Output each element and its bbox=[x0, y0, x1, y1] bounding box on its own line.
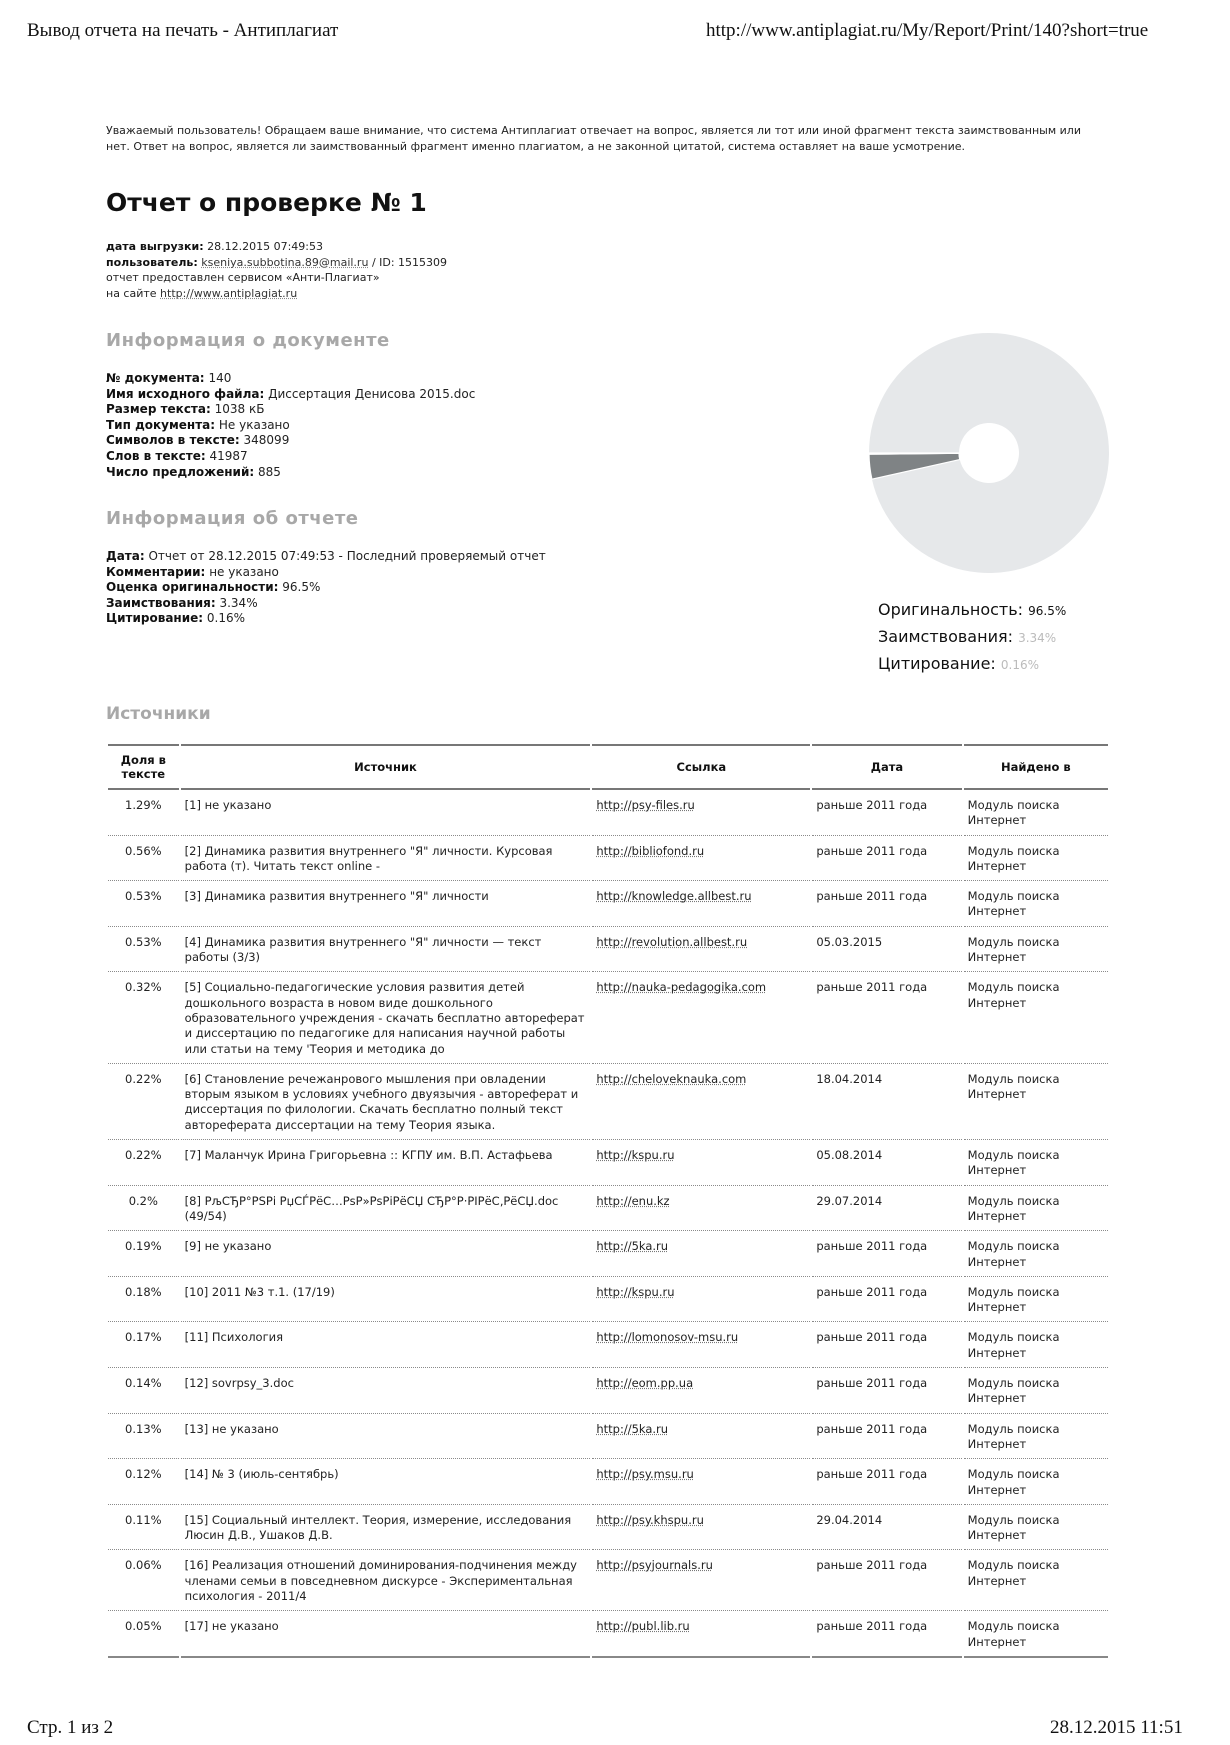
col-date: Дата bbox=[812, 744, 961, 790]
date-cell: 18.04.2014 bbox=[812, 1064, 961, 1140]
source-row bbox=[108, 1414, 1108, 1460]
share-cell: 0.12% bbox=[108, 1459, 179, 1505]
found-in-cell: Модуль поиска Интернет bbox=[964, 1064, 1108, 1140]
found-in-cell: Модуль поиска Интернет bbox=[964, 1611, 1108, 1658]
share-cell: 1.29% bbox=[108, 790, 179, 836]
share-cell: 0.53% bbox=[108, 881, 179, 927]
source-cell: [15] Социальный интеллект. Теория, измерение, исследования Люсин Д.В., Ушаков Д.В. bbox=[181, 1505, 591, 1551]
source-row bbox=[108, 1322, 1108, 1368]
provided-by-line: отчет предоставлен сервисом «Анти-Плагиат» bbox=[106, 271, 380, 284]
date-cell: раньше 2011 года bbox=[812, 1550, 961, 1611]
field-label: Тип документа: bbox=[106, 417, 216, 432]
link-cell bbox=[592, 1459, 810, 1505]
source-row bbox=[108, 1368, 1108, 1414]
date-cell: раньше 2011 года bbox=[812, 836, 961, 882]
report-field-date bbox=[106, 549, 546, 565]
share-cell: 0.53% bbox=[108, 927, 179, 973]
print-url: http://www.antiplagiat.ru/My/Report/Print/140?short=true bbox=[706, 20, 1149, 41]
export-date-label: дата выгрузки: bbox=[106, 240, 204, 253]
date-cell: 05.08.2014 bbox=[812, 1140, 961, 1186]
site-link[interactable]: http://www.antiplagiat.ru bbox=[160, 286, 298, 300]
source-cell: [2] Динамика развития внутреннего "Я" личности. Курсовая работа (т). Читать текст online - bbox=[181, 836, 591, 882]
date-cell: раньше 2011 года bbox=[812, 1322, 961, 1368]
share-cell: 0.17% bbox=[108, 1322, 179, 1368]
share-cell: 0.05% bbox=[108, 1611, 179, 1658]
link-cell bbox=[592, 1611, 810, 1658]
export-date-line bbox=[106, 239, 447, 255]
site-prefix: на сайте bbox=[106, 286, 157, 300]
originality-donut-chart bbox=[860, 330, 1120, 580]
field-value: Отчет от 28.12.2015 07:49:53 - Последний проверяемый отчет bbox=[148, 549, 546, 563]
field-value: 348099 bbox=[243, 433, 290, 448]
field-label: Комментарии: bbox=[106, 564, 206, 579]
source-cell: [14] № 3 (июль-сентябрь) bbox=[181, 1459, 591, 1505]
source-row bbox=[108, 1186, 1108, 1232]
doc-field-sentences bbox=[106, 465, 475, 481]
user-line bbox=[106, 255, 447, 271]
field-label: Цитирование: bbox=[106, 611, 204, 626]
date-cell: 29.07.2014 bbox=[812, 1186, 961, 1232]
source-cell: [7] Маланчук Ирина Григорьевна :: КГПУ им. В.П. Астафьева bbox=[181, 1140, 591, 1186]
source-link[interactable]: http://cheloveknauka.com bbox=[596, 1071, 747, 1086]
date-cell: раньше 2011 года bbox=[812, 1414, 961, 1460]
source-row bbox=[108, 1550, 1108, 1611]
export-date-value: 28.12.2015 07:49:53 bbox=[207, 240, 323, 253]
source-cell: [8] РљСЂР°РЅРі РџСЃРёС…РѕР»РѕРіРёСЏ СЂР°Р·РІРёС‚РёСЏ.doc (49/54) bbox=[181, 1186, 591, 1232]
source-link[interactable]: http://5ka.ru bbox=[596, 1239, 669, 1254]
field-value: 3.34% bbox=[219, 595, 258, 610]
field-label: Дата: bbox=[106, 549, 145, 563]
field-label: Заимствования: bbox=[106, 595, 216, 610]
share-cell: 0.11% bbox=[108, 1505, 179, 1551]
field-label: Число предложений: bbox=[106, 464, 255, 479]
user-id: / ID: 1515309 bbox=[371, 255, 448, 269]
source-row bbox=[108, 1140, 1108, 1186]
report-info-heading: Информация об отчете bbox=[106, 508, 359, 529]
source-link[interactable]: http://lomonosov-msu.ru bbox=[596, 1330, 739, 1345]
source-cell: [3] Динамика развития внутреннего "Я" личности bbox=[181, 881, 591, 927]
field-label: Символов в тексте: bbox=[106, 433, 240, 448]
page-counter: Стр. 1 из 2 bbox=[27, 1717, 114, 1738]
field-label: Размер текста: bbox=[106, 402, 211, 417]
source-link[interactable]: http://bibliofond.ru bbox=[596, 843, 705, 858]
disclaimer-notice: Уважаемый пользователь! Обращаем ваше внимание, что система Антиплагиат отвечает на вопрос, является ли тот или иной фрагмент текста заимствованным или нет. Ответ на вопрос, является ли заимствованный фрагмент именно плагиатом, а не законной цитатой, система оставляет на ваше усмотрение. bbox=[106, 124, 1081, 153]
source-link[interactable]: http://revolution.allbest.ru bbox=[596, 934, 748, 949]
site-line bbox=[106, 286, 447, 302]
found-in-cell: Модуль поиска Интернет bbox=[964, 1414, 1108, 1460]
print-page-title: Вывод отчета на печать - Антиплагиат bbox=[27, 20, 339, 41]
link-cell bbox=[592, 1368, 810, 1414]
field-value: 885 bbox=[258, 464, 281, 479]
col-link: Ссылка bbox=[592, 744, 810, 790]
legend-value: 96.5% bbox=[1028, 604, 1067, 618]
link-cell bbox=[592, 1064, 810, 1140]
share-cell: 0.18% bbox=[108, 1277, 179, 1323]
source-cell: [13] не указано bbox=[181, 1414, 591, 1460]
source-cell: [9] не указано bbox=[181, 1231, 591, 1277]
source-row bbox=[108, 972, 1108, 1063]
doc-field-words bbox=[106, 449, 475, 465]
legend-item-originality: Оригинальность: 96.5% bbox=[878, 600, 1067, 619]
field-value: 96.5% bbox=[282, 580, 321, 595]
chart-legend bbox=[878, 597, 1066, 678]
found-in-cell: Модуль поиска Интернет bbox=[964, 790, 1108, 836]
report-field-citations bbox=[106, 611, 546, 627]
share-cell: 0.06% bbox=[108, 1550, 179, 1611]
found-in-cell: Модуль поиска Интернет bbox=[964, 1277, 1108, 1323]
found-in-cell: Модуль поиска Интернет bbox=[964, 1231, 1108, 1277]
source-row bbox=[108, 1459, 1108, 1505]
link-cell bbox=[592, 836, 810, 882]
date-cell: раньше 2011 года bbox=[812, 1368, 961, 1414]
link-cell bbox=[592, 1505, 810, 1551]
link-cell bbox=[592, 1186, 810, 1232]
report-info-fields bbox=[106, 549, 546, 627]
source-row bbox=[108, 1277, 1108, 1323]
field-label: № документа: bbox=[106, 371, 205, 385]
field-value: 0.16% bbox=[206, 611, 246, 626]
date-cell: раньше 2011 года bbox=[812, 1277, 961, 1323]
print-timestamp: 28.12.2015 11:51 bbox=[1050, 1717, 1183, 1738]
source-row bbox=[108, 1064, 1108, 1140]
found-in-cell: Модуль поиска Интернет bbox=[964, 1550, 1108, 1611]
source-link[interactable]: http://psy-files.ru bbox=[596, 798, 695, 812]
sources-table-body bbox=[108, 790, 1108, 1658]
date-cell: раньше 2011 года bbox=[812, 1231, 961, 1277]
link-cell bbox=[592, 1550, 810, 1611]
found-in-cell: Модуль поиска Интернет bbox=[964, 1459, 1108, 1505]
date-cell: 05.03.2015 bbox=[812, 927, 961, 973]
legend-item-citations: Цитирование: 0.16% bbox=[878, 654, 1040, 673]
field-value: 41987 bbox=[209, 448, 248, 463]
link-cell bbox=[592, 972, 810, 1063]
report-meta bbox=[106, 239, 447, 301]
report-field-comments bbox=[106, 565, 546, 581]
legend-value: 0.16% bbox=[1000, 658, 1040, 672]
legend-item-borrowings: Заимствования: 3.34% bbox=[878, 627, 1057, 646]
share-cell: 0.32% bbox=[108, 972, 179, 1063]
source-link[interactable]: http://psyjournals.ru bbox=[596, 1558, 713, 1573]
date-cell: раньше 2011 года bbox=[812, 1459, 961, 1505]
source-cell: [5] Социально-педагогические условия развития детей дошкольного возраста в новом виде дошкольного образовательного учреждения - скачать бесплатно автореферат и диссертацию по педагогике для написания научной работы или статьи на тему 'Теория и методика до bbox=[181, 972, 591, 1063]
found-in-cell: Модуль поиска Интернет bbox=[964, 836, 1108, 882]
field-value: 140 bbox=[208, 371, 232, 385]
doc-field-filename bbox=[106, 387, 475, 403]
link-cell bbox=[592, 1140, 810, 1186]
date-cell: раньше 2011 года bbox=[812, 881, 961, 927]
source-link[interactable]: http://kspu.ru bbox=[596, 1148, 675, 1163]
source-link[interactable]: http://5ka.ru bbox=[596, 1421, 669, 1436]
legend-label: Цитирование bbox=[878, 654, 991, 673]
link-cell bbox=[592, 881, 810, 927]
link-cell bbox=[592, 1322, 810, 1368]
source-cell: [4] Динамика развития внутреннего "Я" личности — текст работы (3/3) bbox=[181, 927, 591, 973]
source-row bbox=[108, 790, 1108, 836]
field-value: Не указано bbox=[218, 417, 290, 432]
source-cell: [12] sovrpsy_3.doc bbox=[181, 1368, 591, 1414]
field-value: Диссертация Денисова 2015.doc bbox=[268, 386, 476, 401]
share-cell: 0.19% bbox=[108, 1231, 179, 1277]
share-cell: 0.56% bbox=[108, 836, 179, 882]
found-in-cell: Модуль поиска Интернет bbox=[964, 1186, 1108, 1232]
source-row bbox=[108, 881, 1108, 927]
share-cell: 0.14% bbox=[108, 1368, 179, 1414]
report-field-borrowings bbox=[106, 596, 546, 612]
source-cell: [10] 2011 №3 т.1. (17/19) bbox=[181, 1277, 591, 1323]
col-share: Доля в тексте bbox=[108, 744, 179, 790]
legend-label: Заимствования bbox=[878, 627, 1008, 646]
source-row bbox=[108, 1231, 1108, 1277]
sources-heading: Источники bbox=[106, 704, 211, 724]
source-link[interactable]: http://nauka-pedagogika.com bbox=[596, 980, 767, 995]
field-label: Оценка оригинальности: bbox=[106, 580, 279, 595]
source-cell: [16] Реализация отношений доминирования-подчинения между членами семьи в повседневном дискурсе - Экспериментальная психология - 2011/4 bbox=[181, 1550, 591, 1611]
share-cell: 0.22% bbox=[108, 1064, 179, 1140]
source-row bbox=[108, 1611, 1108, 1658]
found-in-cell: Модуль поиска Интернет bbox=[964, 1322, 1108, 1368]
user-label: пользователь: bbox=[106, 255, 198, 269]
date-cell: 29.04.2014 bbox=[812, 1505, 961, 1551]
sources-header-row bbox=[108, 744, 1108, 790]
share-cell: 0.2% bbox=[108, 1186, 179, 1232]
col-source: Источник bbox=[181, 744, 591, 790]
source-link[interactable]: http://eom.pp.ua bbox=[596, 1376, 694, 1391]
legend-label: Оригинальность bbox=[878, 600, 1018, 619]
source-row bbox=[108, 836, 1108, 882]
share-cell: 0.22% bbox=[108, 1140, 179, 1186]
doc-field-number bbox=[106, 371, 475, 387]
link-cell bbox=[592, 1414, 810, 1460]
field-value: не указано bbox=[209, 564, 279, 579]
source-cell: [1] не указано bbox=[181, 790, 591, 836]
found-in-cell: Модуль поиска Интернет bbox=[964, 1505, 1108, 1551]
report-title: Отчет о проверке № 1 bbox=[106, 188, 427, 217]
source-link[interactable]: http://psy.msu.ru bbox=[596, 1467, 694, 1482]
doc-field-chars bbox=[106, 433, 475, 449]
source-row bbox=[108, 1505, 1108, 1551]
found-in-cell: Модуль поиска Интернет bbox=[964, 1140, 1108, 1186]
doc-field-size bbox=[106, 402, 475, 418]
source-cell: [6] Становление речежанрового мышления при овладении вторым языком в условиях учебного двуязычия - автореферат и диссертация по филологии. Скачать бесплатно полный текст автореферата диссертации на тему Теория языка. bbox=[181, 1064, 591, 1140]
date-cell: раньше 2011 года bbox=[812, 1611, 961, 1658]
source-row bbox=[108, 927, 1108, 973]
col-found: Найдено в bbox=[964, 744, 1108, 790]
found-in-cell: Модуль поиска Интернет bbox=[964, 927, 1108, 973]
found-in-cell: Модуль поиска Интернет bbox=[964, 881, 1108, 927]
date-cell: раньше 2011 года bbox=[812, 972, 961, 1063]
link-cell bbox=[592, 1231, 810, 1277]
source-cell: [17] не указано bbox=[181, 1611, 591, 1658]
field-label: Имя исходного файла: bbox=[106, 386, 265, 401]
link-cell bbox=[592, 790, 810, 836]
link-cell bbox=[592, 1277, 810, 1323]
found-in-cell: Модуль поиска Интернет bbox=[964, 1368, 1108, 1414]
source-link[interactable]: http://publ.lib.ru bbox=[596, 1619, 690, 1634]
sources-table bbox=[106, 744, 1110, 1658]
slice-citations bbox=[869, 453, 959, 454]
share-cell: 0.13% bbox=[108, 1414, 179, 1460]
field-label: Слов в тексте: bbox=[106, 448, 206, 463]
source-link[interactable]: http://enu.kz bbox=[596, 1193, 670, 1208]
source-cell: [11] Психология bbox=[181, 1322, 591, 1368]
link-cell bbox=[592, 927, 810, 973]
report-field-originality bbox=[106, 580, 546, 596]
doc-field-type bbox=[106, 418, 475, 434]
source-link[interactable]: http://kspu.ru bbox=[596, 1284, 675, 1299]
source-link[interactable]: http://psy.khspu.ru bbox=[596, 1512, 704, 1527]
found-in-cell: Модуль поиска Интернет bbox=[964, 972, 1108, 1063]
document-info-fields bbox=[106, 371, 475, 480]
date-cell: раньше 2011 года bbox=[812, 790, 961, 836]
field-value: 1038 кБ bbox=[214, 402, 265, 417]
user-email-link[interactable]: kseniya.subbotina.89@mail.ru bbox=[201, 255, 369, 269]
document-info-heading: Информация о документе bbox=[106, 330, 390, 351]
source-link[interactable]: http://knowledge.allbest.ru bbox=[596, 889, 752, 904]
legend-value: 3.34% bbox=[1018, 631, 1057, 645]
